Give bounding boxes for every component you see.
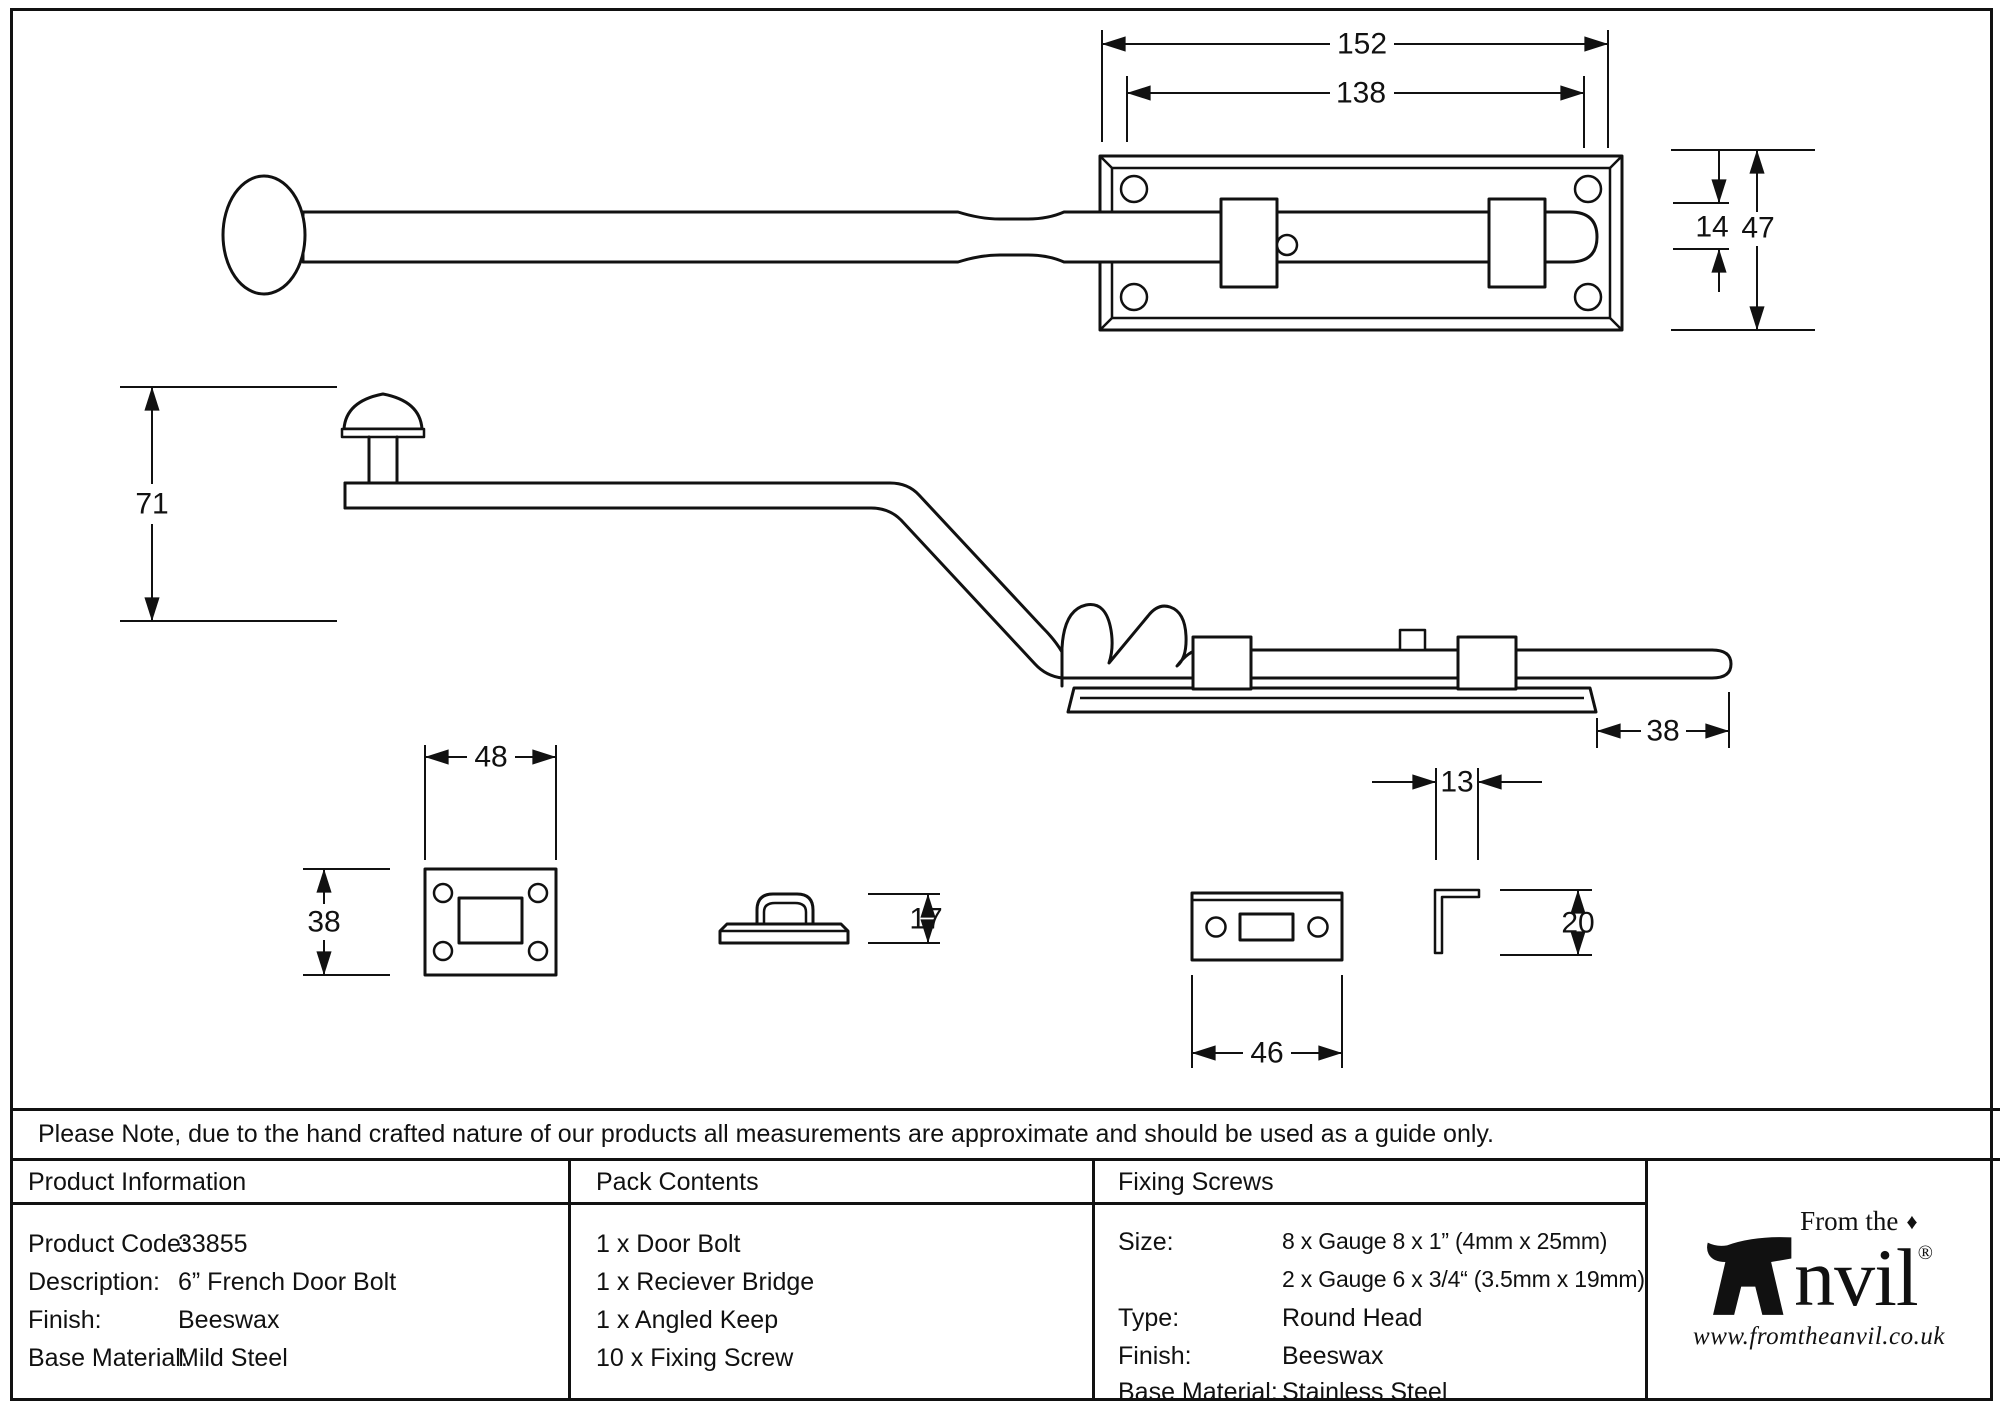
bolt-knob — [223, 176, 305, 294]
fixing-screws-header: Fixing Screws — [1118, 1168, 1274, 1196]
logo-name-text: nvil — [1794, 1232, 1918, 1323]
dim-label-plate-length: 152 — [1336, 27, 1388, 61]
description-value: 6” French Door Bolt — [178, 1268, 397, 1296]
screw-size-value-2: 2 x Gauge 6 x 3/4“ (3.5mm x 19mm) — [1282, 1266, 1645, 1292]
brand-logo — [1648, 1161, 1990, 1398]
screw-size-label: Size: — [1118, 1228, 1174, 1256]
dim-label-keep-width: 48 — [474, 740, 508, 774]
dim-label-plate-height: 47 — [1741, 211, 1775, 245]
screw-base-material-value: Stainless Steel — [1282, 1378, 1448, 1406]
screw-hole — [434, 942, 452, 960]
keep-slot — [459, 898, 522, 943]
bolt-tip — [1712, 650, 1731, 678]
dim-label-mortice-width: 46 — [1250, 1036, 1284, 1070]
registered-mark: ® — [1917, 1242, 1932, 1264]
product-information-header: Product Information — [28, 1168, 247, 1196]
screw-finish-value: Beeswax — [1282, 1342, 1384, 1370]
pack-item: 1 x Reciever Bridge — [596, 1268, 815, 1296]
screw-hole — [1121, 176, 1147, 202]
finish-value: Beeswax — [178, 1306, 280, 1334]
dim-label-bolt-height: 14 — [1695, 210, 1729, 244]
guide-block — [1221, 199, 1277, 287]
base-material-label: Base Material: — [28, 1344, 188, 1372]
bolt-rod — [303, 212, 1597, 262]
screw-type-label: Type: — [1118, 1304, 1180, 1332]
guide-block — [1458, 637, 1516, 689]
guide-block — [1489, 199, 1545, 287]
plan-view-drawing — [223, 28, 1815, 331]
product-code-value: 33855 — [178, 1230, 248, 1258]
dim-label-bridge-height: 17 — [909, 902, 943, 936]
table-divider — [1092, 1161, 1095, 1398]
diamond-icon: ♦ — [1906, 1208, 1918, 1234]
dim-label-bolt-throw: 38 — [1646, 714, 1680, 748]
keep-drawing — [303, 741, 556, 976]
screw-finish-label: Finish: — [1118, 1342, 1192, 1370]
product-code-label: Product Code: — [28, 1230, 188, 1258]
screw-hole — [1309, 918, 1328, 937]
angle-keep-drawing — [1372, 766, 1595, 956]
screw-type-value: Round Head — [1282, 1304, 1423, 1332]
logo-url: www.fromtheanvil.co.uk — [1693, 1323, 1945, 1350]
screw-base-material-label: Base Material: — [1118, 1378, 1278, 1406]
side-knob — [344, 394, 422, 429]
table-header-line — [10, 1202, 1648, 1205]
screw-hole — [434, 884, 452, 902]
dim-label-keep-height: 38 — [307, 905, 341, 939]
table-divider — [568, 1161, 571, 1398]
screw-hole — [1575, 176, 1601, 202]
mortice-slot — [1240, 914, 1293, 940]
pack-item: 10 x Fixing Screw — [596, 1344, 794, 1372]
base-material-value: Mild Steel — [178, 1344, 288, 1372]
finish-label: Finish: — [28, 1306, 102, 1334]
dim-label-angle-height: 20 — [1561, 906, 1595, 940]
anvil-icon — [1706, 1235, 1794, 1319]
measurement-note: Please Note, due to the hand crafted nature of our products all measurements are approximate and should be used as a guide only. — [10, 1108, 2000, 1161]
stop-lug — [1400, 630, 1425, 650]
pack-item: 1 x Angled Keep — [596, 1306, 779, 1334]
description-label: Description: — [28, 1268, 160, 1296]
bridge-drawing — [720, 894, 943, 943]
dim-label-side-height: 71 — [135, 487, 169, 521]
logo-from-the-text: From the — [1800, 1206, 1899, 1236]
screw-size-value-1: 8 x Gauge 8 x 1” (4mm x 25mm) — [1282, 1228, 1608, 1254]
pack-item: 1 x Door Bolt — [596, 1230, 741, 1258]
screw-hole — [1207, 918, 1226, 937]
mortice-plate-drawing — [1192, 893, 1342, 1070]
screw-hole — [1575, 284, 1601, 310]
screw-hole — [529, 942, 547, 960]
guide-block — [1193, 637, 1251, 689]
stop-pin — [1277, 235, 1297, 255]
screw-hole — [529, 884, 547, 902]
screw-hole — [1121, 284, 1147, 310]
pack-contents-header: Pack Contents — [596, 1168, 759, 1196]
dim-label-angle-depth: 13 — [1440, 765, 1474, 799]
side-view-drawing — [120, 387, 1731, 748]
side-base-plate — [1068, 688, 1596, 712]
dim-label-slide-length: 138 — [1335, 76, 1387, 110]
